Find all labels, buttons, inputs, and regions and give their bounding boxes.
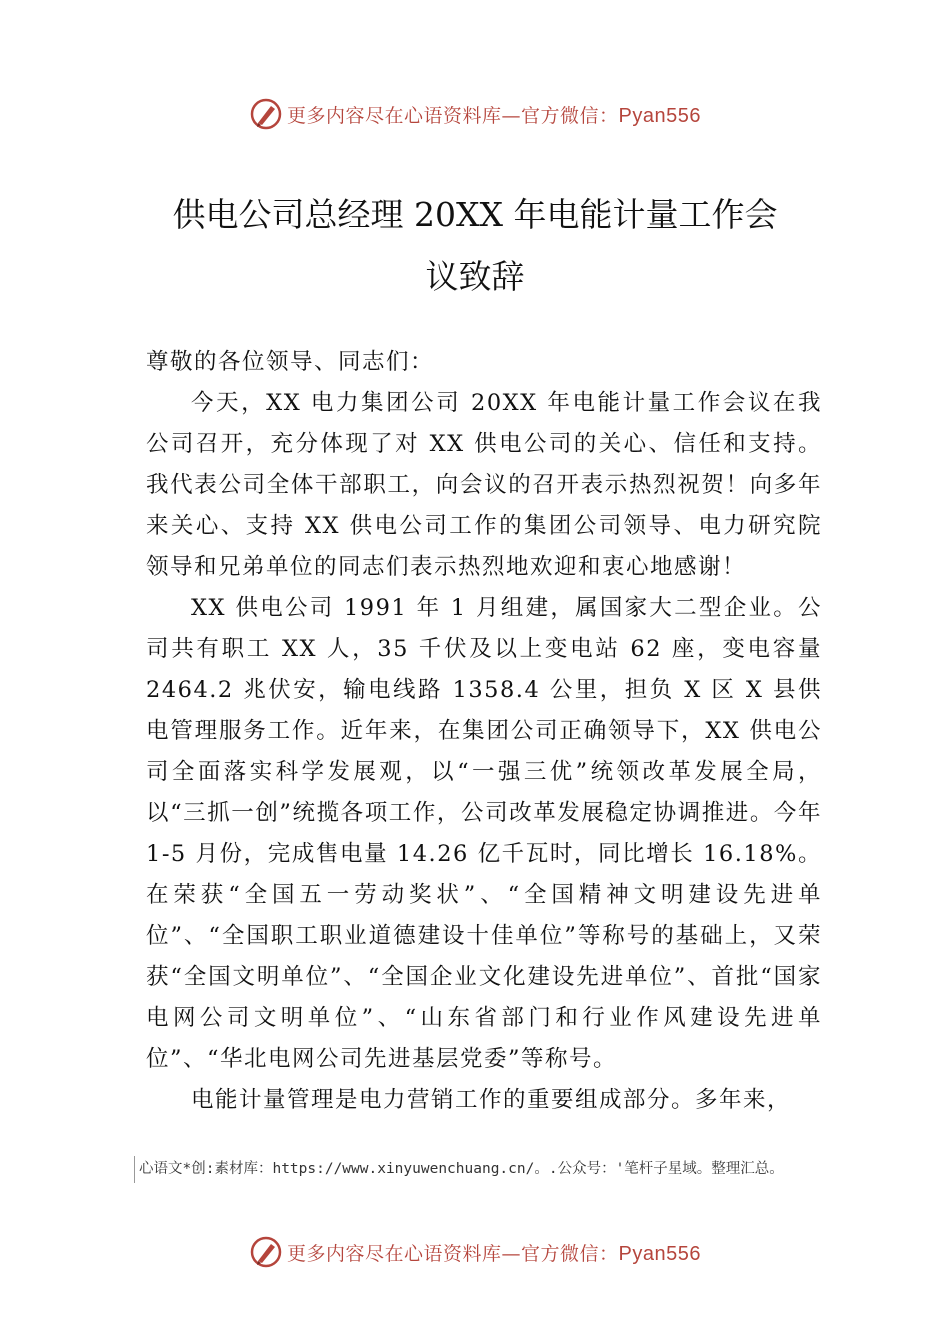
title-line-2: 议致辞 — [425, 257, 525, 296]
header-banner-text: 更多内容尽在心语资料库—官方微信：Pyan556 — [287, 104, 701, 127]
document-body — [146, 342, 822, 1121]
pen-logo-icon — [249, 1235, 283, 1269]
title-line-1: 供电公司总经理 20XX 年电能计量工作会 — [172, 195, 778, 234]
footer-banner-text: 更多内容尽在心语资料库—官方微信：Pyan556 — [287, 1242, 701, 1265]
paragraph-2: XX 供电公司 1991 年 1 月组建，属国家大二型企业。公司共有职工 XX 人，35 千伏及以上变电站 62 座，变电容量2464.2 兆伏安，输电线路 1358.4 公里，担负 X 区 X 县供电管理服务工作。近年来，在集团公司正确领导下，XX 供电公司全面落实科学发展观，以“一强三优”统领改革发展全局，以“三抓一创”统揽各项工作，公司改革发展稳定协调推进。今年 1-5 月份，完成售电量 14.26 亿千瓦时，同比增长 16.18%。在荣获“全国五一劳动奖状”、“全国精神文明建设先进单位”、“全国职工职业道德建设十佳单位”等称号的基础上，又荣获“全国文明单位”、“全国企业文化建设先进单位”、首批“国家电网公司文明单位”、“山东省部门和行业作风建设先进单位”、“华北电网公司先进基层党委”等称号。 — [146, 595, 822, 1072]
footnote: 心语文*创:素材库：https://www.xinyuwenchuang.cn/。.公众号：'笔杆子星域。整理汇总。 — [134, 1156, 839, 1183]
pen-logo-icon — [249, 97, 283, 131]
header-wechat-id: Pyan556 — [618, 104, 701, 127]
header-banner — [0, 94, 950, 134]
paragraph-3: 电能计量管理是电力营销工作的重要组成部分。多年来， — [191, 1087, 792, 1113]
document-title — [100, 184, 850, 308]
footer-wechat-id: Pyan556 — [618, 1242, 701, 1265]
footer-banner — [0, 1232, 950, 1272]
salutation: 尊敬的各位领导、同志们： — [146, 349, 435, 375]
paragraph-1: 今天，XX 电力集团公司 20XX 年电能计量工作会议在我公司召开，充分体现了对 XX 供电公司的关心、信任和支持。我代表公司全体干部职工，向会议的召开表示热烈祝贺！向多年来关心、支持 XX 供电公司工作的集团公司领导、电力研究院领导和兄弟单位的同志们表示热烈地欢迎和衷心地感谢！ — [146, 390, 822, 580]
